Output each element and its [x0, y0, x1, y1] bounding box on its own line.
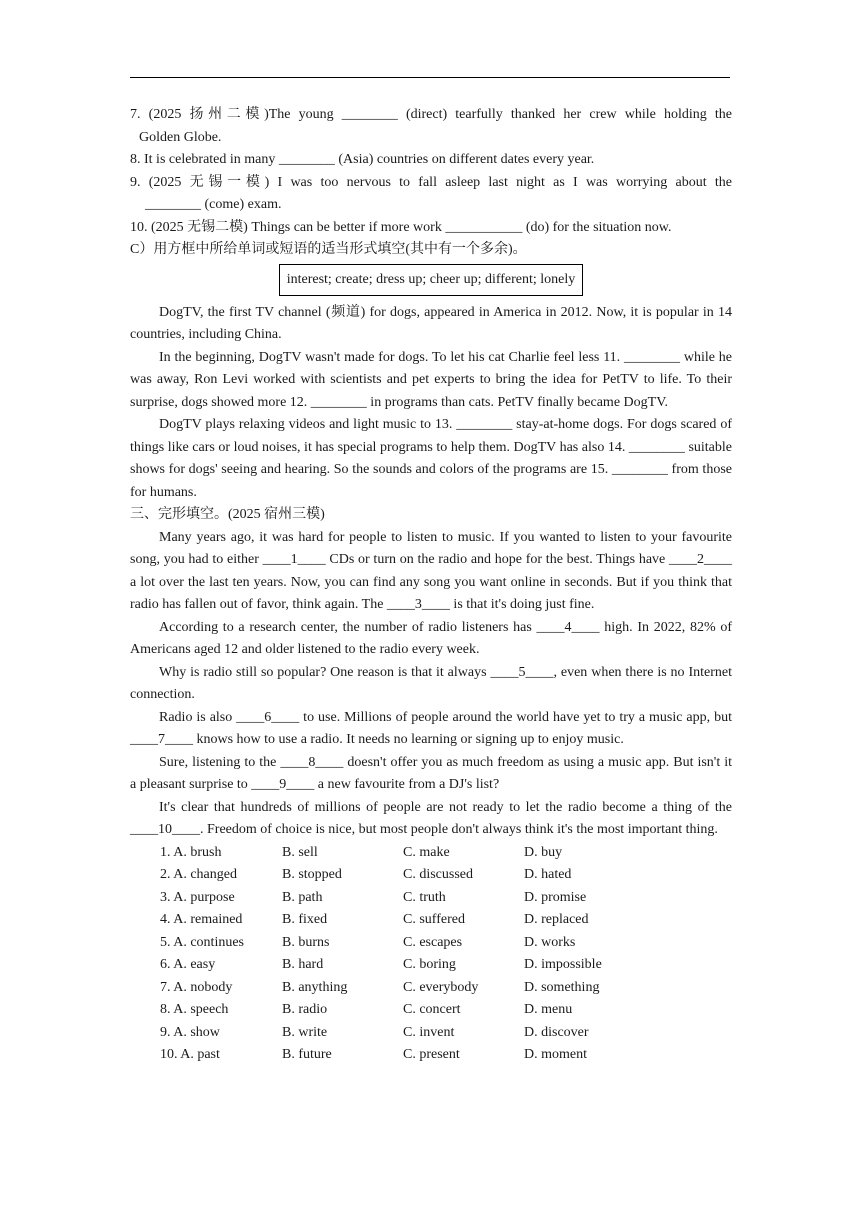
cloze-paragraph: It's clear that hundreds of millions of people are not ready to let the radio become a thing of the ____10____. Freedom of choice is nice, but most people don't always think it's the most important thing. [130, 799, 732, 837]
section-c-heading: C）用方框中所给单词或短语的适当形式填空(其中有一个多余)。 [130, 242, 527, 257]
option-d: D. something [524, 979, 600, 995]
option-b: B. fixed [282, 912, 328, 927]
question-line: 7. (2025 扬州二模)The young ________ (direct) tearfully thanked her crew while holding the [130, 107, 732, 122]
option-d: D. moment [524, 1047, 587, 1062]
option-row [160, 887, 732, 910]
option-b: B. write [282, 1024, 328, 1040]
option-a: 7. A. nobody [160, 979, 233, 995]
cloze-paragraph: Many years ago, it was hard for people to listen to music. If you wanted to listen to your favourite song, you had to either ____1____ CDs or turn on the radio and hope for the best. Things have ____2____ a lot over the last ten years. Now, you can find any song you want online in seconds. But if you think that radio has fallen out of favor, think again. The ____3____ is that it's doing just fine. [130, 529, 732, 612]
option-b: B. future [282, 1047, 332, 1062]
option-d: D. promise [524, 889, 587, 905]
cloze-paragraph: Radio is also ____6____ to use. Millions of people around the world have yet to try a music app, but ____7____ knows how to use a radio. It needs no learning or signing up to enjoy music. [130, 709, 732, 747]
option-row [160, 1044, 732, 1067]
option-a: 2. A. changed [160, 867, 237, 882]
option-a: 3. A. purpose [160, 889, 235, 905]
option-c: C. suffered [403, 912, 465, 927]
option-b: B. radio [282, 1002, 328, 1017]
option-b: B. anything [282, 979, 348, 995]
option-row [160, 1022, 732, 1045]
question-8 [130, 149, 732, 172]
option-b: B. sell [282, 844, 318, 860]
question-line: 9. (2025 无锡一模) I was too nervous to fall asleep last night as I was worrying about the [130, 174, 732, 190]
page-content [130, 104, 732, 1067]
option-c: C. concert [403, 1002, 461, 1017]
header-rule [130, 77, 730, 78]
option-row [160, 999, 732, 1022]
option-c: C. invent [403, 1024, 455, 1040]
option-row [160, 954, 732, 977]
option-b: B. burns [282, 934, 330, 950]
option-a: 10. A. past [160, 1047, 220, 1062]
word-box: interest; create; dress up; cheer up; different; lonely [279, 264, 584, 296]
option-b: B. path [282, 889, 323, 905]
option-b: B. hard [282, 957, 324, 972]
option-row [160, 977, 732, 1000]
cloze-paragraph: Why is radio still so popular? One reason is that it always ____5____, even when there is no Internet connection. [130, 664, 732, 702]
option-a: 4. A. remained [160, 912, 243, 927]
option-row [160, 932, 732, 955]
option-d: D. works [524, 934, 576, 950]
cloze-paragraph: Sure, listening to the ____8____ doesn't offer you as much freedom as using a music app. But isn't it a pleasant surprise to ____9____ a new favourite from a DJ's list? [130, 754, 732, 792]
option-c: C. discussed [403, 867, 473, 882]
option-c: C. boring [403, 957, 456, 972]
option-b: B. stopped [282, 867, 342, 882]
option-row [160, 909, 732, 932]
option-a: 1. A. brush [160, 844, 222, 860]
option-d: D. impossible [524, 957, 602, 972]
passage-paragraph: DogTV, the first TV channel (频道) for dogs, appeared in America in 2012. Now, it is popular in 14 countries, including China. [130, 304, 732, 342]
option-c: C. present [403, 1047, 460, 1062]
question-line: 8. It is celebrated in many ________ (Asia) countries on different dates every year. [130, 152, 595, 167]
option-row [160, 842, 732, 865]
question-line-cont: Golden Globe. [139, 129, 222, 145]
question-9 [130, 172, 732, 217]
option-c: C. truth [403, 889, 446, 905]
option-a: 5. A. continues [160, 934, 244, 950]
option-d: D. menu [524, 1002, 573, 1017]
option-a: 6. A. easy [160, 957, 216, 972]
question-10 [130, 217, 732, 240]
section-3-heading: 三、完形填空。(2025 宿州三模) [130, 507, 325, 522]
option-d: D. discover [524, 1024, 589, 1040]
option-c: C. make [403, 844, 450, 860]
question-line: 10. (2025 无锡二模) Things can be better if more work ___________ (do) for the situation now. [130, 219, 672, 235]
option-d: D. buy [524, 844, 563, 860]
option-a: 8. A. speech [160, 1002, 229, 1017]
word-box-wrapper [130, 264, 732, 296]
options-list [160, 842, 732, 1067]
option-row [160, 864, 732, 887]
option-d: D. replaced [524, 912, 589, 927]
question-7 [130, 104, 732, 149]
option-c: C. escapes [403, 934, 463, 950]
passage-paragraph: In the beginning, DogTV wasn't made for dogs. To let his cat Charlie feel less 11. ________ while he was away, Ron Levi worked with scientists and pet experts to bring the idea for PetTV to life. To their surprise, dogs showed more 12. ________ in programs than cats. PetTV finally became DogTV. [130, 349, 732, 410]
option-c: C. everybody [403, 979, 479, 995]
cloze-paragraph: According to a research center, the number of radio listeners has ____4____ high. In 2022, 82% of Americans aged 12 and older listened to the radio every week. [130, 619, 732, 657]
passage-paragraph: DogTV plays relaxing videos and light music to 13. ________ stay-at-home dogs. For dogs scared of things like cars or loud noises, it has special programs to help them. DogTV has also 14. ________ suitable shows for dogs' seeing and hearing. So the sounds and colors of the programs are 15. ________ from those for humans. [130, 417, 732, 500]
option-a: 9. A. show [160, 1024, 220, 1040]
question-line-cont: ________ (come) exam. [145, 197, 282, 212]
option-d: D. hated [524, 867, 572, 882]
